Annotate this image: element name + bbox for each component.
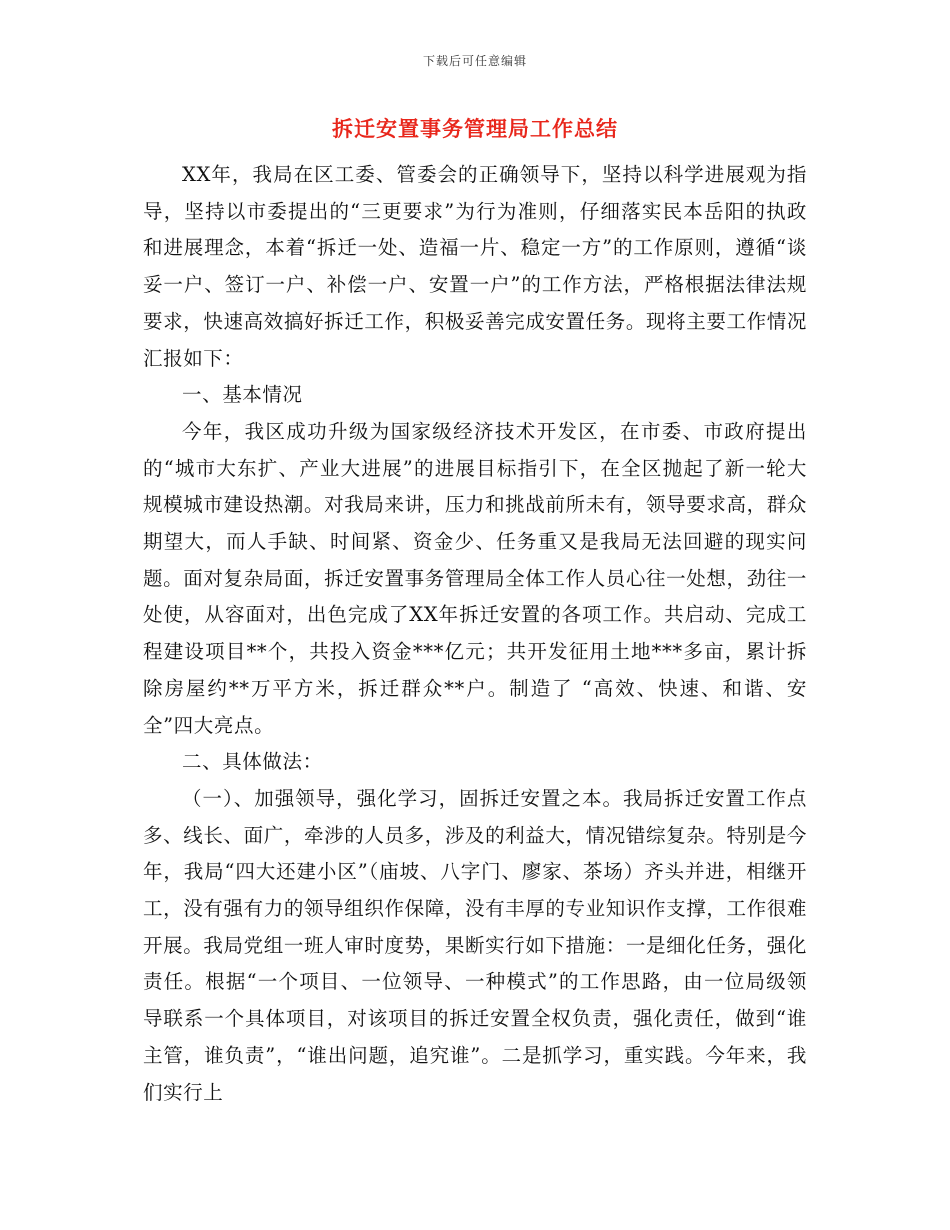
paragraph-intro: XX年，我局在区工委、管委会的正确领导下，坚持以科学进展观为指导，坚持以市委提出的“三更要求”为行为准则，仔细落实民本岳阳的执政和进展理念，本着“拆迁一处、造福一片、稳定一方”的工作原则，遵循“谈妥一户、签订一户、补偿一户、安置一户”的工作方法，严格根据法律法规要求，快速高效搞好拆迁工作，积极妥善完成安置任务。现将主要工作情况汇报如下： bbox=[143, 163, 807, 370]
paragraph-leadership-learning: （一）、加强领导，强化学习，固拆迁安置之本。我局拆迁安置工作点多、线长、面广，牵涉的人员多，涉及的利益大，情况错综复杂。特别是今年，我局“四大还建小区”（庙坡、八字门、廖家、茶场）齐头并进，相继开工，没有强有力的领导组织作保障，没有丰厚的专业知识作支撑，工作很难开展。我局党组一班人审时度势，果断实行如下措施：一是细化任务，强化责任。根据“一个项目、一位领导、一种模式”的工作思路，由一位局级领导联系一个具体项目，对该项目的拆迁安置全权负责，强化责任，做到“谁主管，谁负责”，“谁出问题，追究谁”。二是抓学习，重实践。今年来，我们实行上 bbox=[143, 786, 807, 1104]
document-body bbox=[143, 157, 807, 1111]
page-header-note: 下载后可任意编辑 bbox=[422, 54, 527, 68]
section-heading-basic-situation: 一、基本情况 bbox=[182, 383, 303, 407]
document-title: 拆迁安置事务管理局工作总结 bbox=[332, 116, 618, 141]
section-heading-specific-practices: 二、具体做法： bbox=[182, 750, 323, 774]
paragraph-basic-situation: 今年，我区成功升级为国家级经济技术开发区，在市委、市政府提出的“城市大东扩、产业大进展”的进展目标指引下，在全区抛起了新一轮大规模城市建设热潮。对我局来讲，压力和挑战前所未有，领导要求高，群众期望大，而人手缺、时间紧、资金少、任务重又是我局无法回避的现实问题。面对复杂局面，拆迁安置事务管理局全体工作人员心往一处想，劲往一处使，从容面对，出色完成了XX年拆迁安置的各项工作。共启动、完成工程建设项目**个，共投入资金***亿元；共开发征用土地***多亩，累计拆除房屋约**万平方米，拆迁群众**户。制造了 “高效、快速、和谐、安全”四大亮点。 bbox=[143, 419, 807, 737]
